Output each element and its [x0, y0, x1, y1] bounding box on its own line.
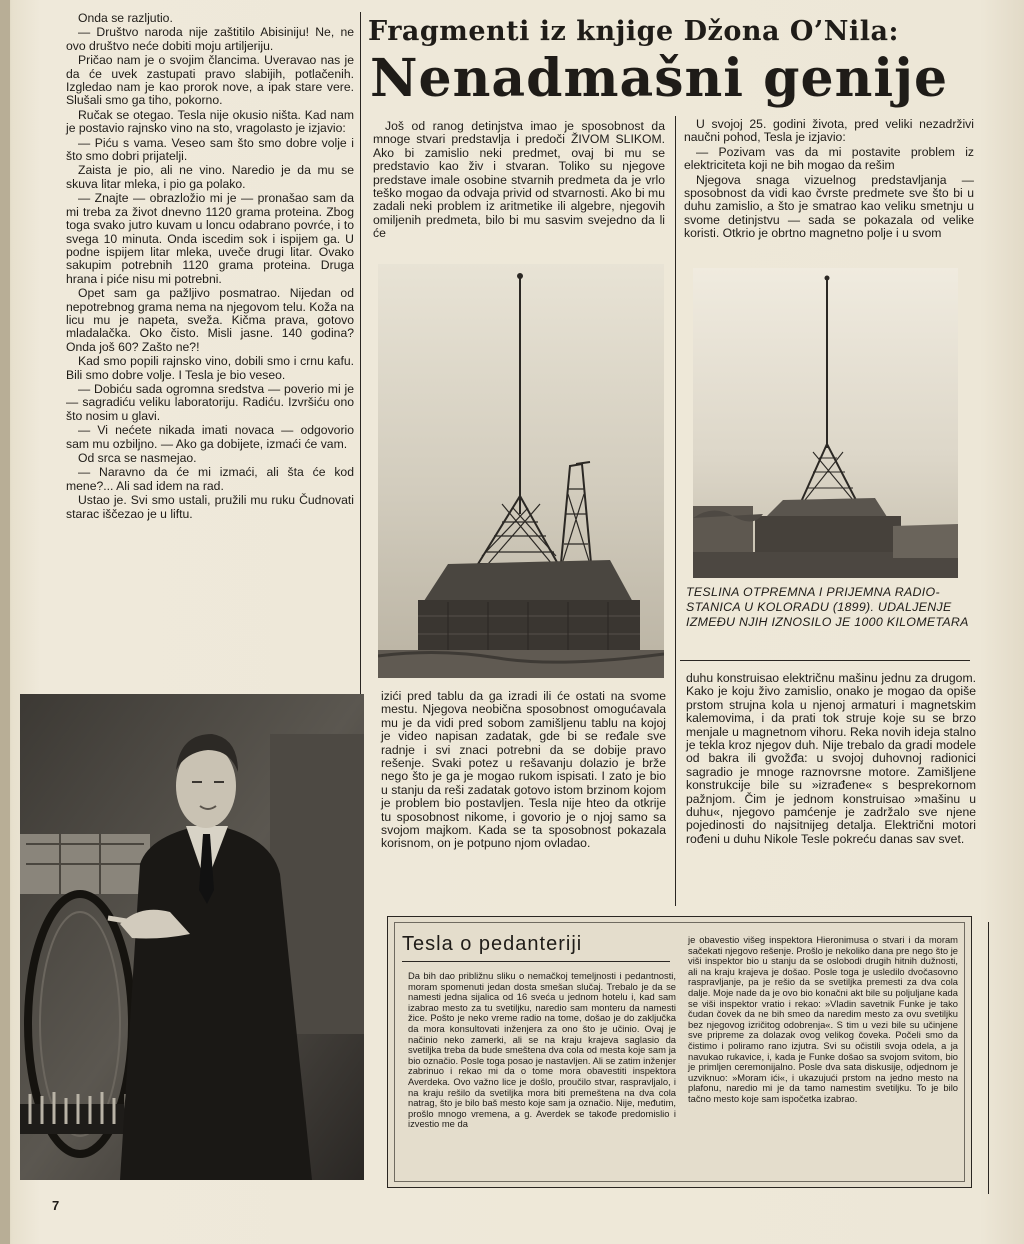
- left-column-paragraph: Onda se razljutio.: [78, 11, 173, 25]
- left-column-paragraph: Kad smo popili rajnsko vino, dobili smo i crnu kafu. Bili smo dobre volje. I Tesla je bio veseo.: [66, 354, 354, 382]
- right-top-column-paragraph: U svojoj 25. godini života, pred veliki nezadrživi naučni pohod, Tesla je izjavio:: [684, 117, 974, 145]
- page-spine: [0, 0, 10, 1244]
- left-column-paragraph: — Znajte — obrazložio mi je — pronašao sam da mi treba za život dnevno 1120 grama proteina. Zbog toga svako jutro kuvam u loncu odabrano povrće, i to svega 10 minuta. Onda iscedim sok i ispijem ga. U podne ispijem litar mleka, uveče drugi litar. Ovako sakupim potrebnih 1120 grama proteina. Druga hrana i piće nisu mi potrebni.: [66, 191, 354, 286]
- right-bottom-paragraph: duhu konstruisao električnu mašinu jednu za drugom. Kako je koju živo zamislio, onako je mogao da opiše prstom strujna kola u njenoj armaturi i magnetskim kalemovima, i da prati tok struje koje su se brzo menjale u magnetnom vihoru. Reka novih ideja stalno je tekla kroz njegov duh. Nije trebalo da gradi modele od bakra ili gvožđa: u svojoj duhovnoj radionici sagradio je mnoge raznovrsne motore. Zamišljene konstrukcije bile su »izrađene« s besprekornom pažnjom. Čim je jednom konstruisao »mašinu u duhu«, njegovo pamćenje je zadržalo sve njene pojedinosti do najsitnijeg detalja. Električni motori rođeni u duhu Nikole Tesle pokreću danas sav svet.: [686, 671, 976, 846]
- page-number: 7: [52, 1198, 60, 1213]
- right-top-column-paragraph: Njegova snaga vizuelnog predstavljanja — sposobnost da vidi kao čvrste predmete sve što bi u duhu zamislio, a što je smatrao kao veliku smetnju u svome detinjstvu — sada se pokazala od velike koristi. Otkrio je obrtno magnetno polje i u svom: [684, 172, 974, 241]
- left-text-column: [66, 12, 354, 684]
- photo-tesla-portrait: [20, 694, 364, 1180]
- left-column-paragraph: — Vi nećete nikada imati novaca — odgovorio sam mu ozbiljno. — Ako ga dobijete, izmaći će vam.: [66, 423, 354, 451]
- left-column-paragraph: — Piću s vama. Veseo sam što smo dobre volje i što smo dobri prijatelji.: [66, 135, 354, 164]
- left-column-paragraph: Pričao nam je o svojim člancima. Uveravao nas je da će uvek zastupati pravo slabijih, potlačenih. Izgledao nam je kao prorok nove, a ipak stare vere. Slušali smo ga tiho, pokorno.: [66, 53, 354, 108]
- mid-bottom-column: [381, 690, 666, 905]
- article-kicker: Fragmenti iz knjige Džona O’Nila:: [368, 16, 899, 47]
- sidebar-box-col2: je obavestio višeg inspektora Hieronimusa o stvari i da moram sačekati njegovo rešenje. Prošlo je nekoliko dana pre nego što je viši inspektor bio u stanju da se oslobodi drugih hitnih dužnosti, ali na kraju krajeva je došao. Posle toga je usledilo dvočasovno raspravljanje, pa je rešio da se svetiljka premesti za dva cola dalje. Moje nade da je ovo bio konačni akt bile su poljuljane kada se viši inspektor vratio i rekao: »Vladin savetnik Funke je tako čudan čovek da ne bih smeo da naredim mesto za ovu svetiljku bez njegovog izričitog odobrenja«. S tim u vezi bile su učinjene sve pripreme za dolazak ovog velikog čoveka. Počeli smo da čistimo i poliramo rano izjutra. Svi su očistili svoja odela, a ja navukao rukavice, i, kada je Funke došao sa svojom svitom, bio je primljen ceremonijalno. Posle dva sata diskusije, odjednom je uzviknuo: »Moram ići«, i ukazujući prstom na jedno mesto na plafonu, naredio mi je da tamo namestim svetiljku. To je bilo tačno mesto koje sam ispočetka izabrao.: [688, 934, 958, 1104]
- left-column-paragraph: Ručak se otegao. Tesla nije okusio ništa. Kad nam je postavio rajnsko vino na sto, vragolasto je izjavio:: [66, 107, 354, 136]
- column-rule-left: [360, 12, 361, 698]
- caption-rule: [680, 660, 970, 661]
- mid-bottom-paragraph: izići pred tablu da ga izradi ili će ostati na svome mestu. Njegova neobična sposobnost omogućavala mu je da vidi pred sobom zamišljenu tablu na kojoj je video napisan zadatak, gde bi se ređale sve radnje i svi znaci potrebni da se dobije pravo rešenje. Svaki potez u rešavanju dolazio je brže nego što je ga je mogao rukom ispisati. I zato je bio u stanju da reši zadatak gotovo istom brzinom kojom je problem bio postavljen. Tesla nije hteo da otkrije tu sposobnost nikome, i govorio je o njoj samo sa svojom majkom. Kada se ta sposobnost pokazala korisnom, on je potpuno njom ovladao.: [381, 689, 666, 851]
- photo-colorado-station-near: [378, 264, 664, 678]
- right-bottom-column: [686, 672, 976, 904]
- sidebar-box-title: Tesla o pedanteriji: [402, 933, 583, 955]
- article-title: Nenadmašni genije: [370, 48, 949, 109]
- left-column-paragraph: Zaista je pio, ali ne vino. Naredio je da mu se skuva litar mleka, i pio ga polako.: [66, 163, 354, 191]
- photo-colorado-station-far: [693, 268, 958, 578]
- sidebar-title-rule: [402, 961, 670, 962]
- left-column-paragraph: Ustao je. Svi smo ustali, pružili mu ruku Čudnovati starac iščezao je u liftu.: [66, 493, 354, 521]
- left-column-paragraph: — Društvo naroda nije zaštitilo Abisiniju! Ne, ne ovo društvo neće dobiti moju artiljeriju.: [66, 25, 354, 53]
- right-top-column-paragraph: — Pozivam vas da mi postavite problem iz elektriciteta koji ne bih mogao da rešim: [684, 144, 974, 173]
- left-column-paragraph: — Dobiću sada ogromna sredstva — poverio mi je — sagradiću veliku laboratoriju. Radiću. Izvršiću ono što nosim u glavi.: [66, 381, 354, 423]
- left-column-paragraph: Od srca se nasmejao.: [78, 451, 197, 465]
- mid-top-paragraph: Još od ranog detinjstva imao je sposobnost da mnoge stvari predstavlja i predoči ŽIVOM SLIKOM. Ako bi zamislio neki predmet, ovaj bi mu se predstavio kao živ i stvaran. Toliko su njegove predstave imale osobine stvarnih predmeta da je vrlo teško mogao da odvaja privid od stvarnosti. Ako bi mu zadali neki problem iz aritmetike ili algebre, njegovih omiljenih predmeta, bilo bi mu sasvim svejedno da li će: [373, 119, 665, 241]
- mid-top-column: [373, 120, 665, 270]
- column-rule-right: [675, 116, 676, 906]
- sidebar-box-col1: Da bih dao približnu sliku o nemačkoj temeljnosti i pedantnosti, moram spomenuti jedan dosta smešan slučaj. Trebalo je da se namesti jedna sijalica od 16 sveća u jednom hotelu i, kad sam izabrao mesto za tu svetiljku, naredio sam monteru da namesti žice. Pošto je neko vreme radio na tome, došao je do zaključka da mora konsultovati inženjera za ono što je učinio. Ovaj je načinio neko zamerki, ali se na kraju krajeva saglasio da svetiljka treba da bude smeštena dva cola od mesta koje sam ja bio označio. Posle toga posao je nastavljen. Ali se zatim inženjer zabrinuo i rekao mi da o tome mora obavestiti inspektora Averdeka. Ovo važno lice je došlo, proučilo stvar, raspravljalo, i na kraju rešilo da svetiljka mora biti premeštena na dva cola natrag, što je bilo baš mesto koje sam ja označio. Nije, međutim, prošlo mnogo vremena, a g. Averdek se takođe predomislio i izvestio me da: [408, 970, 676, 1130]
- right-top-column: [684, 118, 974, 260]
- sidebar-box: [387, 916, 972, 1188]
- photo-caption: TESLINA OTPREMNA I PRIJEMNA RADIO-STANICA U KOLORADU (1899). UDALJENJE IZMEĐU NJIH IZNOSILO JE 1000 KILOMETARA: [686, 585, 969, 629]
- left-column-paragraph: Opet sam ga pažljivo posmatrao. Nijedan od nepotrebnog grama nema na njegovom telu. Koža na licu mu je napeta, sveža. Kičma prava, gotovo mladalačka. Oko čisto. Misli jasne. 140 godina? Onda još 60? Zašto ne?!: [66, 286, 354, 354]
- box-side-rule: [988, 922, 989, 1194]
- left-column-paragraph: — Naravno da će mi izmaći, ali šta će kod mene?... Ali sad idem na rad.: [66, 465, 354, 493]
